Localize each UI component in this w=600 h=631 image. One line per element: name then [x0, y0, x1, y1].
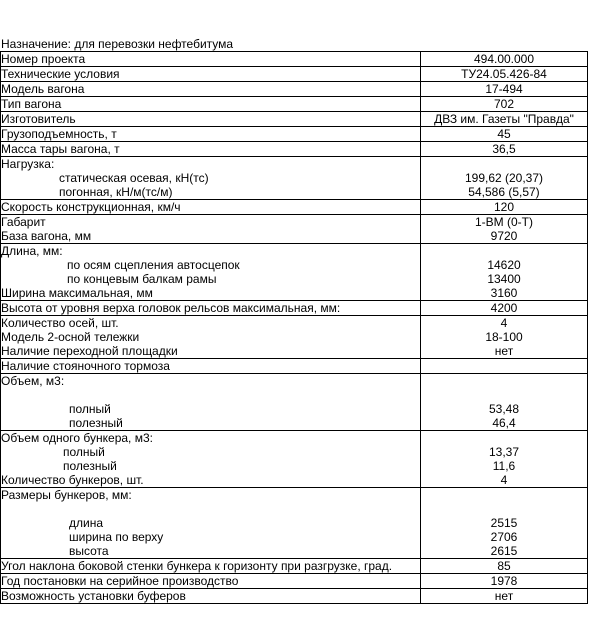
capacity-label: Грузоподъемность, т — [1, 127, 421, 142]
wagon-type-label: Тип вагона — [1, 97, 421, 112]
bunker-size-values — [421, 488, 588, 559]
tech-conditions-label: Технические условия — [1, 67, 421, 82]
beams-length-value: 13400 — [487, 272, 521, 286]
parking-brake-value — [421, 359, 588, 374]
table-row — [1, 52, 588, 67]
tech-conditions-value: ТУ24.05.426-84 — [421, 67, 588, 82]
buffers-value: нет — [421, 589, 588, 604]
capacity-value: 45 — [421, 127, 588, 142]
width-value: 3160 — [490, 286, 518, 300]
axles-cell — [1, 316, 421, 359]
table-row — [1, 359, 588, 374]
table-row — [1, 97, 588, 112]
volume-full-value: 53,48 — [488, 402, 520, 416]
table-row — [1, 67, 588, 82]
table-row — [1, 488, 588, 559]
document-heading: Назначение: для перевозки нефтебитума — [1, 37, 234, 51]
volume-cell — [1, 374, 421, 431]
bunker-count-label: Количество бункеров, шт. — [1, 473, 144, 487]
bunker-length-value: 2515 — [490, 516, 518, 530]
manufacturer-label: Изготовитель — [1, 112, 421, 127]
bunker-volume-useful-value: 11,6 — [492, 459, 516, 473]
load-cell — [1, 157, 421, 200]
axles-label: Количество осей, шт. — [1, 316, 119, 330]
wall-angle-label: Угол наклона боковой стенки бункера к горизонту при разгрузке, град. — [1, 559, 421, 574]
axles-value: 4 — [500, 316, 508, 330]
table-row — [1, 574, 588, 589]
bunker-volume-useful-label: полезный — [63, 459, 117, 473]
platform-label: Наличие переходной площадки — [1, 344, 178, 358]
length-label: Длина, мм: — [1, 244, 63, 258]
table-row — [1, 127, 588, 142]
parking-brake-label: Наличие стояночного тормоза — [1, 359, 421, 374]
static-load-value: 199,62 (20,37) — [464, 171, 544, 185]
table-row — [1, 589, 588, 604]
project-number-value: 494.00.000 — [421, 52, 588, 67]
volume-values — [421, 374, 588, 431]
bunker-height-value: 2615 — [490, 544, 518, 558]
volume-full-label: полный — [69, 402, 111, 416]
volume-useful-label: полезный — [69, 416, 123, 430]
tare-value: 36,5 — [421, 142, 588, 157]
wagon-model-value: 17-494 — [421, 82, 588, 97]
length-cell — [1, 244, 421, 301]
volume-label: Объем, м3: — [1, 374, 65, 388]
linear-load-value: 54,586 (5,57) — [468, 185, 540, 199]
bunker-volume-full-value: 13,37 — [488, 445, 520, 459]
height-value: 4200 — [421, 301, 588, 316]
bogie-label: Модель 2-осной тележки — [1, 330, 140, 344]
bunker-volume-full-label: полный — [63, 445, 105, 459]
wagon-type-value: 702 — [421, 97, 588, 112]
bunker-height-label: высота — [69, 544, 109, 558]
production-year-value: 1978 — [421, 574, 588, 589]
gauge-value: 1-ВМ (0-Т) — [475, 215, 533, 229]
manufacturer-value: ДВЗ им. Газеты "Правда" — [421, 112, 588, 127]
table-row — [1, 112, 588, 127]
bunker-volume-values — [421, 431, 588, 488]
load-label: Нагрузка: — [1, 157, 55, 171]
bunker-volume-label: Объем одного бункера, м3: — [1, 431, 153, 445]
bogie-value: 18-100 — [485, 330, 523, 344]
static-load-label: статическая осевая, кН(тс) — [59, 171, 209, 185]
tare-label: Масса тары вагона, т — [1, 142, 421, 157]
table-row — [1, 559, 588, 574]
table-row — [1, 374, 588, 431]
load-values — [421, 157, 588, 200]
couplers-length-label: по осям сцепления автосцепок — [67, 258, 240, 272]
table-row — [1, 142, 588, 157]
gauge-base-values — [421, 215, 588, 244]
bunker-size-label: Размеры бункеров, мм: — [1, 488, 132, 502]
wall-angle-value: 85 — [421, 559, 588, 574]
height-label: Высота от уровня верха головок рельсов максимальная, мм: — [1, 301, 421, 316]
wagon-model-label: Модель вагона — [1, 82, 421, 97]
speed-value: 120 — [421, 200, 588, 215]
table-row — [1, 82, 588, 97]
gauge-base-cell — [1, 215, 421, 244]
bunker-volume-cell — [1, 431, 421, 488]
specification-table — [0, 51, 588, 604]
bunker-width-label: ширина по верху — [69, 530, 164, 544]
bunker-length-label: длина — [69, 516, 104, 530]
bunker-count-value: 4 — [500, 473, 508, 487]
axles-values — [421, 316, 588, 359]
production-year-label: Год постановки на серийное производство — [1, 574, 421, 589]
table-row — [1, 244, 588, 301]
buffers-label: Возможность установки буферов — [1, 589, 421, 604]
length-values — [421, 244, 588, 301]
project-number-label: Номер проекта — [1, 52, 421, 67]
couplers-length-value: 14620 — [487, 258, 521, 272]
bunker-width-value: 2706 — [490, 530, 518, 544]
platform-value: нет — [494, 344, 514, 358]
table-row — [1, 157, 588, 200]
width-label: Ширина максимальная, мм — [1, 286, 153, 300]
volume-useful-value: 46,4 — [492, 416, 516, 430]
speed-label: Скорость конструкционная, км/ч — [1, 200, 421, 215]
base-value: 9720 — [490, 229, 518, 243]
table-row — [1, 200, 588, 215]
table-row — [1, 215, 588, 244]
table-row — [1, 431, 588, 488]
table-row — [1, 301, 588, 316]
bunker-size-cell — [1, 488, 421, 559]
table-row — [1, 316, 588, 359]
base-label: База вагона, мм — [1, 229, 92, 243]
linear-load-label: погонная, кН/м(тс/м) — [59, 185, 173, 199]
gauge-label: Габарит — [1, 215, 46, 229]
beams-length-label: по концевым балкам рамы — [67, 272, 217, 286]
